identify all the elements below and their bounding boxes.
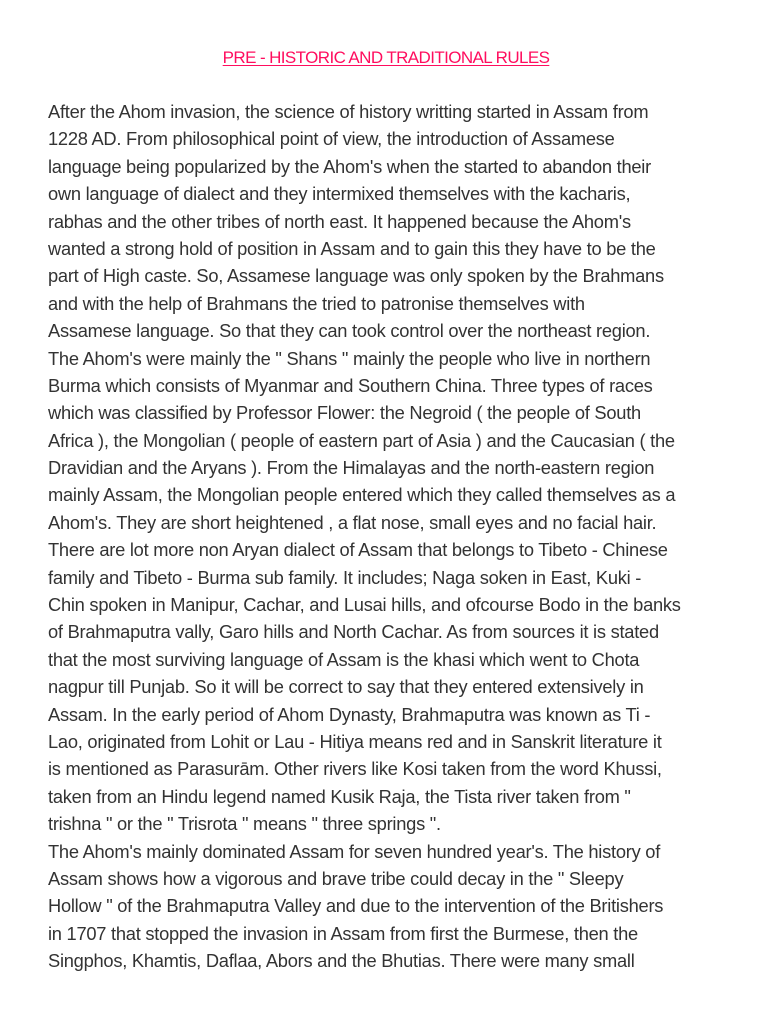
text-line: language being popularized by the Ahom's when the started to abandon their	[48, 155, 651, 177]
text-line: wanted a strong hold of position in Assam and to gain this they have to be the	[48, 237, 656, 259]
text-line: The Ahom's mainly dominated Assam for seven hundred year's. The history of	[48, 840, 661, 862]
text-line: of Brahmaputra vally, Garo hills and North Cachar. As from sources it is stated	[48, 621, 659, 643]
text-line: in 1707 that stopped the invasion in Assam from first the Burmese, then the	[48, 922, 638, 944]
text-line: taken from an Hindu legend named Kusik Raja, the Tista river taken from "	[48, 785, 631, 807]
text-line: After the Ahom invasion, the science of history writting started in Assam from	[48, 101, 649, 122]
text-line: and with the help of Brahmans the tried to patronise themselves with	[48, 292, 585, 314]
text-line: Ahom's. They are short heightened , a flat nose, small eyes and no facial hair.	[48, 511, 657, 533]
text-line: nagpur till Punjab. So it will be correct to say that they entered extensively in	[48, 676, 644, 698]
text-line: The Ahom's were mainly the " Shans " mainly the people who live in northern	[48, 347, 651, 369]
text-line: Assam shows how a vigorous and brave tribe could decay in the " Sleepy	[48, 867, 624, 889]
text-line: Dravidian and the Aryans ). From the Himalayas and the north-eastern region	[48, 457, 655, 479]
text-line: Hollow " of the Brahmaputra Valley and due to the intervention of the Britishers	[48, 895, 664, 917]
text-line: Assamese language. So that they can took control over the northeast region.	[48, 320, 651, 342]
text-line: There are lot more non Aryan dialect of Assam that belongs to Tibeto - Chinese	[48, 539, 668, 561]
text-line: trishna " or the " Trisrota " means " three springs ".	[48, 813, 441, 835]
text-line: Assam. In the early period of Ahom Dynasty, Brahmaputra was known as Ti -	[48, 703, 651, 725]
text-line: Lao, originated from Lohit or Lau - Hitiya means red and in Sanskrit literature it	[48, 730, 662, 752]
text-line: family and Tibeto - Burma sub family. It includes; Naga soken in East, Kuki -	[48, 566, 642, 588]
document-body	[48, 98, 738, 975]
text-line: Africa ), the Mongolian ( people of eastern part of Asia ) and the Caucasian ( the	[48, 429, 675, 451]
text-line: is mentioned as Parasurām. Other rivers like Kosi taken from the word Khussi,	[48, 758, 662, 780]
text-line: 1228 AD. From philosophical point of view, the introduction of Assamese	[48, 128, 615, 150]
page-title: PRE - HISTORIC AND TRADITIONAL RULES	[222, 48, 550, 67]
text-line: that the most surviving language of Assam is the khasi which went to Chota	[48, 648, 640, 670]
text-line: mainly Assam, the Mongolian people entered which they called themselves as a	[48, 484, 676, 506]
text-line: part of High caste. So, Assamese language was only spoken by the Brahmans	[48, 265, 664, 287]
text-line: Burma which consists of Myanmar and Southern China. Three types of races	[48, 374, 653, 396]
text-line: rabhas and the other tribes of north east. It happened because the Ahom's	[48, 210, 631, 232]
text-line: Singphos, Khamtis, Daflaa, Abors and the Bhutias. There were many small	[48, 950, 635, 972]
text-line: own language of dialect and they intermixed themselves with the kacharis,	[48, 183, 631, 205]
text-line: which was classified by Professor Flower: the Negroid ( the people of South	[48, 402, 641, 424]
text-line: Chin spoken in Manipur, Cachar, and Lusai hills, and ofcourse Bodo in the banks	[48, 594, 681, 616]
